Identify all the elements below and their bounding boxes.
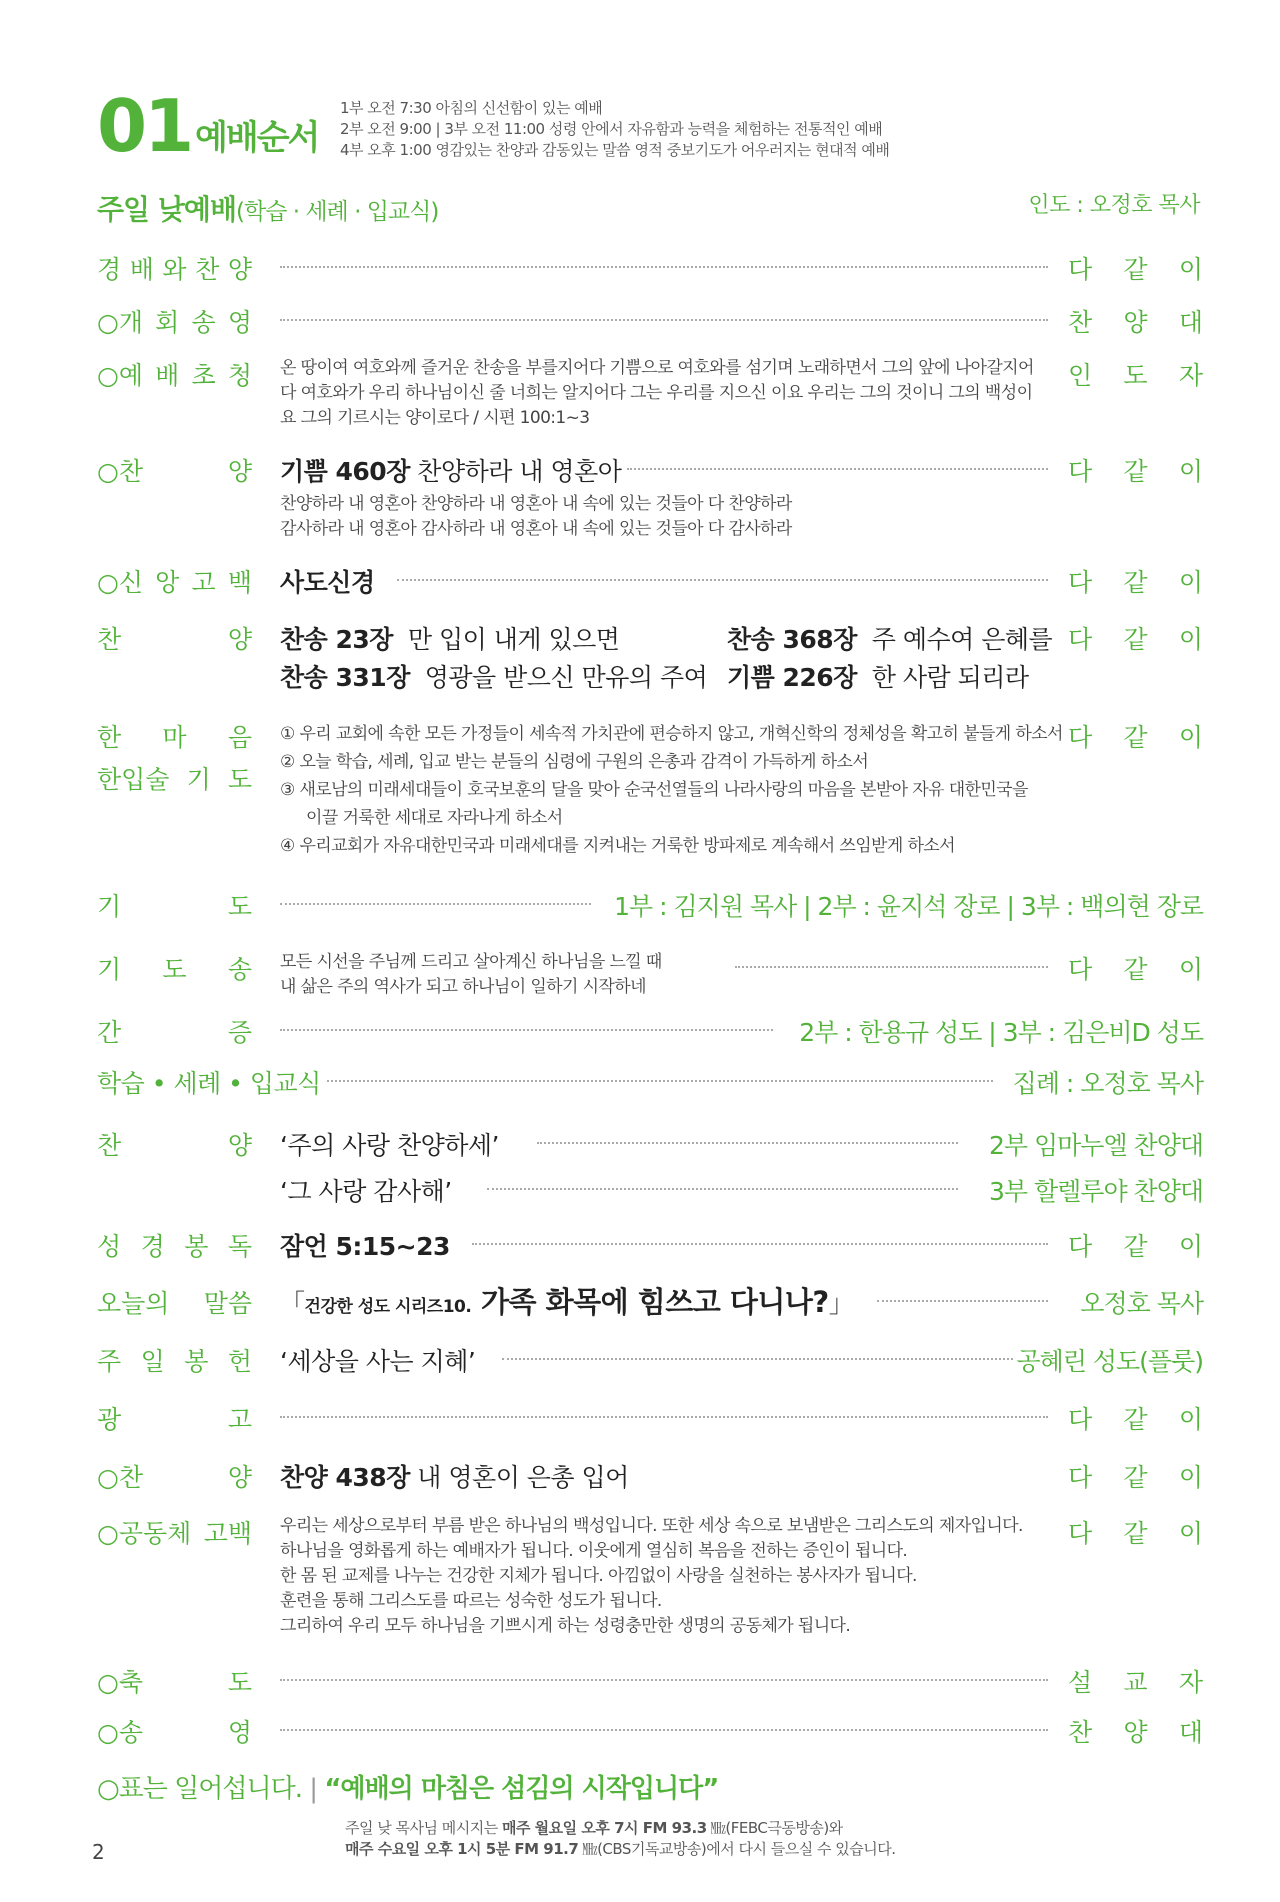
sermon-title: 「건강한 성도 시리즈10. 가족 화목에 힘쓰고 다니나?」 (280, 1285, 854, 1319)
page-title: 예배순서 (195, 118, 319, 158)
row-performer: 설 교 자 (1068, 1668, 1203, 1697)
leader-dots (280, 266, 1048, 268)
hymn-number: 기쁨 460장 (280, 457, 410, 486)
row-performer: 다 같 이 (1068, 1519, 1203, 1548)
row-label: 오늘의 말씀 (97, 1289, 252, 1318)
section-title (97, 188, 438, 228)
sermon-series: 건강한 성도 시리즈10. (304, 1297, 472, 1317)
leader-dots (280, 1729, 1048, 1731)
section-number: 01 (97, 84, 192, 168)
leader-dots (502, 1358, 1013, 1360)
row-label: 한 마 음 (97, 723, 252, 752)
prayer-song-lyrics: 모든 시선을 주님께 드리고 살아계신 하나님을 느낄 때 내 삶은 주의 역사가 되고 하나님이 일하기 시작하네 (280, 952, 662, 997)
row-performer: 다 같 이 (1068, 723, 1203, 752)
hymn-entry: 찬송 368장 주 예수여 은혜를 (727, 625, 1053, 654)
leader-dots (487, 1188, 958, 1190)
row-label: ○축 도 (97, 1668, 252, 1697)
row-label: 간 증 (97, 1018, 252, 1047)
creed: 사도신경 (280, 568, 375, 597)
row-performer: 찬 양 대 (1068, 308, 1203, 337)
row-performer: 다 같 이 (1068, 955, 1203, 984)
prayer-item: 이끌 거룩한 세대로 자라나게 하소서 (306, 808, 563, 828)
row-performer: 다 같 이 (1068, 1405, 1203, 1434)
hymn-entry: 기쁨 226장 한 사람 되리라 (727, 663, 1029, 692)
service-schedule (340, 98, 889, 161)
prayer-leaders: 1부 : 김지원 목사 | 2부 : 윤지석 장로 | 3부 : 백의현 장로 (614, 892, 1203, 921)
row-label: ○신 앙 고 백 (97, 568, 252, 597)
hymn (280, 1458, 629, 1494)
row-performer: 찬 양 대 (1068, 1718, 1203, 1747)
separator: | (302, 1774, 325, 1804)
choir-song: ‘주의 사랑 찬양하세’ (280, 1131, 499, 1160)
stand-note: ○표는 일어섭니다. (97, 1774, 303, 1804)
choir-song: ‘그 사랑 감사해’ (280, 1177, 452, 1206)
offering-music: ‘세상을 사는 지혜’ (280, 1347, 476, 1376)
row-label: 성 경 봉 독 (97, 1232, 252, 1261)
leader-dots (472, 1243, 1048, 1245)
choir-name: 3부 할렐루야 찬양대 (989, 1177, 1203, 1206)
hymn (280, 452, 621, 488)
leader-dots (627, 468, 1048, 470)
leader-dots (327, 1080, 993, 1082)
hymn-entry: 찬송 331장 영광을 받으신 만유의 주여 (280, 663, 708, 692)
row-label: 기 도 송 (97, 955, 252, 984)
row-label: 찬 양 (97, 625, 252, 654)
row-label: 광 고 (97, 1405, 252, 1434)
choir-name: 2부 임마누엘 찬양대 (989, 1131, 1203, 1160)
confession-text: 우리는 세상으로부터 부름 받은 하나님의 백성입니다. 또한 세상 속으로 보냄받은 그리스도의 제자입니다. 하나님을 영화롭게 하는 예배자가 됩니다. 이웃에게 열심히 복음을 전하는 증인이 됩니다. 한 몸 된 교제를 나누는 건강한 지체가 됩니다. 아낌없이 사랑을 실천하는 봉사자가 됩니다. 훈련을 통해 그리스도를 따르는 성숙한 성도가 됩니다. 그리하여 우리 모두 하나님을 기쁘시게 하는 성령충만한 생명의 공동체가 됩니다. (280, 1516, 1023, 1636)
row-label: 한입술 기 도 (97, 765, 252, 794)
row-label: 경 배 와 찬 양 (97, 255, 252, 284)
closing-note (97, 1768, 718, 1805)
closing-quote: “예배의 마침은 섬김의 시작입니다” (324, 1774, 719, 1804)
row-label: ○찬 양 (97, 1463, 252, 1492)
preacher: 오정호 목사 (1080, 1289, 1203, 1318)
row-performer: 다 같 이 (1068, 1232, 1203, 1261)
row-label: 주 일 봉 헌 (97, 1347, 252, 1376)
leader-dots (280, 1029, 773, 1031)
row-performer: 다 같 이 (1068, 457, 1203, 486)
row-label: ○찬 양 (97, 457, 252, 486)
hymn-title: 찬양하라 내 영혼아 (409, 457, 622, 486)
row-label: ○개 회 송 영 (97, 308, 252, 337)
hymn-lyrics: 찬양하라 내 영혼아 찬양하라 내 영혼아 내 속에 있는 것들아 다 찬양하라 감사하라 내 영혼아 감사하라 내 영혼아 내 속에 있는 것들아 다 감사하라 (280, 494, 792, 539)
schedule-line: 4부 오후 1:00 영감있는 찬양과 감동있는 말씀 영적 중보기도가 어우러지는 현대적 예배 (340, 141, 890, 159)
service-leader: 인도 : 오정호 목사 (1028, 193, 1200, 218)
schedule-line: 1부 오전 7:30 아침의 신선함이 있는 예배 (340, 99, 603, 117)
leader-dots (280, 1416, 1048, 1418)
leader-dots (537, 1142, 958, 1144)
row-label: ○송 영 (97, 1718, 252, 1747)
schedule-line: 2부 오전 9:00 | 3부 오전 11:00 성령 안에서 자유함과 능력을 체험하는 전통적인 예배 (340, 120, 883, 138)
row-performer: 인 도 자 (1068, 361, 1203, 390)
prayer-items (280, 720, 1063, 860)
broadcast-info: 주일 낮 목사님 메시지는 매주 월요일 오후 7시 FM 93.3 ㎒(FEBC극동방송)와 매주 수요일 오후 1시 5분 FM 91.7 ㎒(CBS기독교방송)에서 다시 들으실 수 있습니다. (345, 1819, 896, 1858)
row-performer: 다 같 이 (1068, 1463, 1203, 1492)
testimony-speakers: 2부 : 한용규 성도 | 3부 : 김은비D 성도 (799, 1018, 1203, 1047)
row-label: ○예 배 초 청 (97, 361, 252, 390)
row-label: 학습 • 세례 • 입교식 (97, 1069, 321, 1098)
section-title-main: 주일 낮예배 (97, 193, 236, 226)
prayer-item: ② 오늘 학습, 세례, 입교 받는 분들의 심령에 구원의 은총과 감격이 가득하게 하소서 (280, 752, 869, 772)
row-label: 찬 양 (97, 1131, 252, 1160)
leader-dots (280, 903, 591, 905)
offering-performer: 공혜린 성도(플룻) (1016, 1347, 1203, 1376)
sermon-name: 가족 화목에 힘쓰고 다니나? (471, 1285, 829, 1319)
hymn-entry: 찬송 23장 만 입이 내게 있으면 (280, 625, 620, 654)
scripture-reference: 잠언 5:15~23 (280, 1232, 450, 1261)
prayer-item: ④ 우리교회가 자유대한민국과 미래세대를 지켜내는 거룩한 방파제로 계속해서 쓰임받게 하소서 (280, 836, 955, 856)
leader-dots (877, 1300, 1048, 1302)
prayer-item: ① 우리 교회에 속한 모든 가정들이 세속적 가치관에 편승하지 않고, 개혁신학의 정체성을 확고히 붙들게 하소서 (280, 724, 1063, 744)
leader-dots (735, 966, 1048, 968)
row-performer: 다 같 이 (1068, 568, 1203, 597)
row-label: ○공동체 고백 (97, 1519, 252, 1548)
officiant: 집례 : 오정호 목사 (1012, 1069, 1203, 1098)
page-number: 2 (92, 1840, 105, 1864)
leader-dots (280, 1679, 1048, 1681)
hymn-title: 내 영혼이 은총 입어 (409, 1463, 629, 1492)
scripture-text: 온 땅이여 여호와께 즐거운 찬송을 부를지어다 기쁨으로 여호와를 섬기며 노래하면서 그의 앞에 나아갈지어다 여호와가 우리 하나님이신 줄 너희는 알지어다 그는 우리를 지으신 이요 우리는 그의 것이니 그의 백성이요 그의 기르시는 양이로다 / 시편 100:1~3 (280, 358, 1034, 428)
leader-dots (280, 319, 1048, 321)
row-performer: 다 같 이 (1068, 255, 1203, 284)
leader-dots (397, 579, 1048, 581)
row-label: 기 도 (97, 892, 252, 921)
row-performer: 다 같 이 (1068, 625, 1203, 654)
section-subtitle: (학습 · 세례 · 입교식) (236, 199, 439, 225)
hymn-number: 찬양 438장 (280, 1463, 410, 1492)
prayer-item: ③ 새로남의 미래세대들이 호국보훈의 달을 맞아 순국선열들의 나라사랑의 마음을 본받아 자유 대한민국을 (280, 780, 1028, 800)
